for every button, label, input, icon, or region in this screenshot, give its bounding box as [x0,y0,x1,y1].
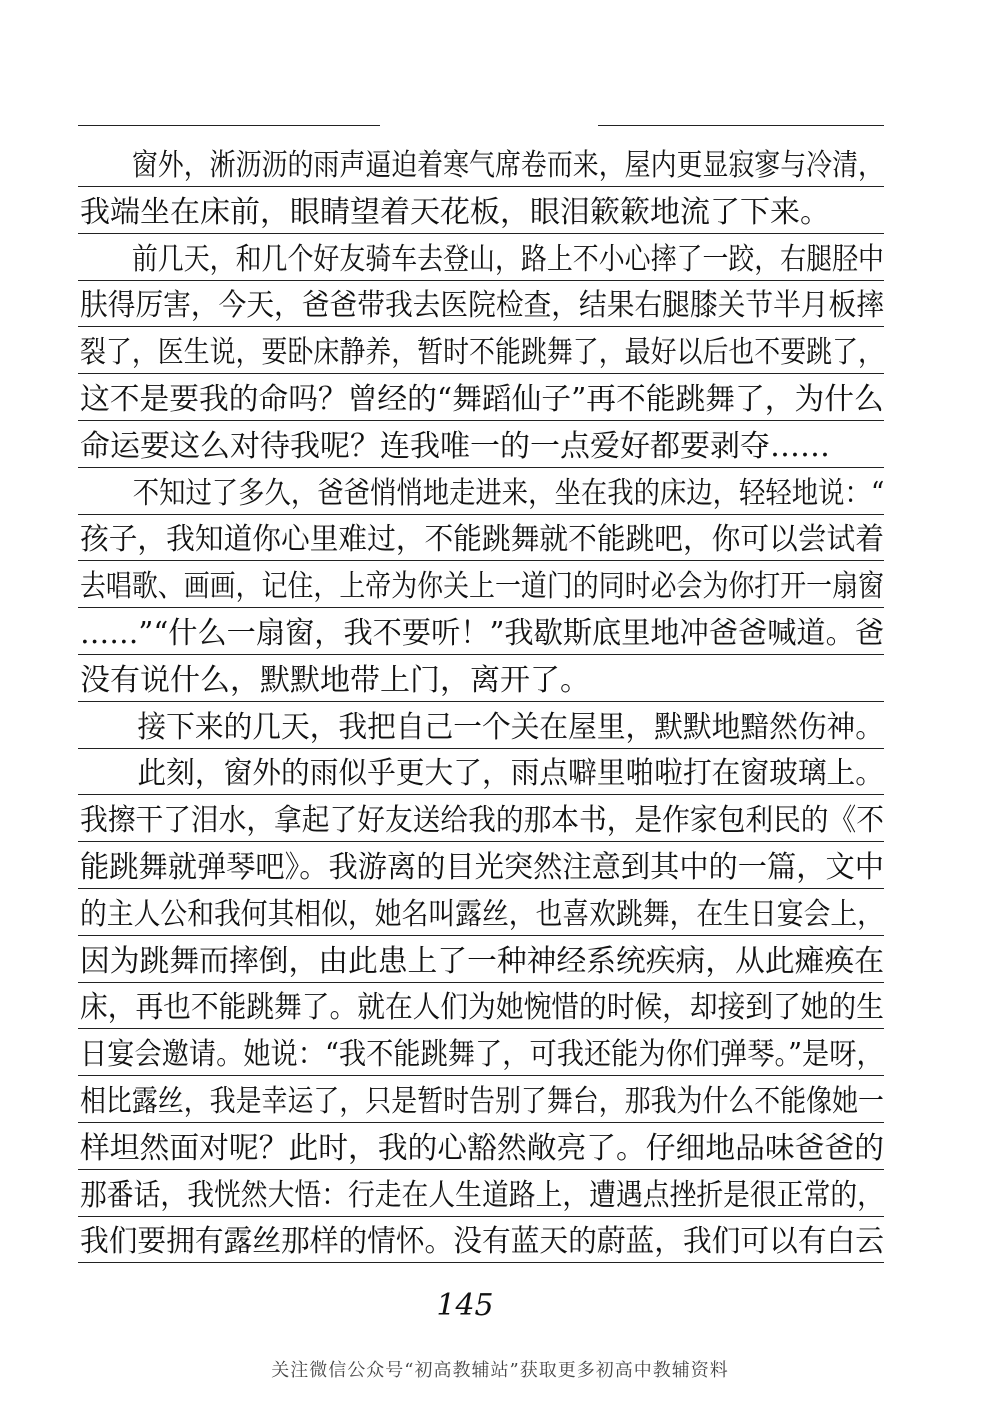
ruled-line [78,935,884,936]
footer-watermark-text: 关注微信公众号“初高教辅站”获取更多初高中教辅资料 [271,1360,729,1381]
ruled-line [78,420,884,421]
ruled-line [78,748,884,749]
ruled-line [78,1028,884,1029]
ruled-line [78,514,884,515]
header-rule-left [78,125,380,126]
ruled-line [78,701,884,702]
essay-line: 不知过了多久，爸爸悄悄地走进来，坐在我的床边，轻轻地说：“ [80,475,885,511]
ruled-line [78,326,884,327]
ruled-line [78,1122,884,1123]
essay-line: 我们要拥有露丝那样的情怀。没有蓝天的蔚蓝，我们可以有白云 [80,1224,884,1260]
essay-line: 没有说什么，默默地带上门，离开了。 [80,662,590,698]
essay-line: 此刻，窗外的雨似乎更大了，雨点噼里啪啦打在窗玻璃上。 [80,756,884,792]
ruled-line [78,186,884,187]
essay-line: 命运要这么对待我呢？连我唯一的一点爱好都要剥夺…… [80,428,830,464]
essay-line: 因为跳舞而摔倒，由此患上了一种神经系统疾病，从此瘫痪在 [80,943,885,979]
ruled-line [78,280,884,281]
ruled-line [78,1169,884,1170]
ruled-line [78,888,884,889]
page-number: 145 [436,1288,494,1323]
essay-line: 窗外，淅沥沥的雨声逼迫着寒气席卷而来，屋内更显寂寥与冷清， [80,148,884,183]
essay-line: 样坦然面对呢？此时，我的心豁然敞亮了。仔细地品味爸爸的 [80,1130,885,1166]
ruled-line [78,654,884,655]
essay-line: 能跳舞就弹琴吧》。我游离的目光突然注意到其中的一篇，文中 [80,850,884,885]
essay-line: 相比露丝，我是幸运了，只是暂时告别了舞台，那我为什么不能像她一 [80,1084,884,1119]
ruled-line [78,233,884,234]
ruled-line [78,607,884,608]
ruled-line [78,1075,884,1076]
ruled-line [78,982,884,983]
ruled-line [78,794,884,795]
essay-line: 的主人公和我何其相似，她名叫露丝，也喜欢跳舞，在生日宴会上， [80,896,884,932]
ruled-line [78,560,884,561]
essay-line: 肤得厉害，今天，爸爸带我去医院检查，结果右腿膝关节半月板摔 [80,288,884,324]
header-rule-right [598,125,884,126]
essay-line: 接下来的几天，我把自己一个关在屋里，默默地黯然伤神。 [80,709,884,745]
essay-line: 去唱歌、画画，记住，上帝为你关上一道门的同时必会为你打开一扇窗 [80,569,884,605]
essay-line: 床，再也不能跳舞了。就在人们为她惋惜的时候，却接到了她的生 [80,990,884,1026]
essay-line: 我端坐在床前，眼睛望着天花板，眼泪簌簌地流了下来。 [80,194,830,230]
essay-line: 我擦干了泪水，拿起了好友送给我的那本书，是作家包利民的《不 [80,803,884,839]
ruled-line [78,841,884,842]
essay-line: 那番话，我恍然大悟：行走在人生道路上，遭遇点挫折是很正常的， [80,1177,884,1213]
ruled-line [78,1262,884,1263]
ruled-line [78,1216,884,1217]
essay-line: 孩子，我知道你心里难过，不能跳舞就不能跳吧，你可以尝试着 [80,522,884,558]
essay-line: 裂了，医生说，要卧床静养，暂时不能跳舞了，最好以后也不要跳了， [80,335,884,371]
essay-line: 这不是要我的命吗？曾经的“舞蹈仙子”再不能跳舞了，为什么 [80,382,884,417]
essay-line: 前几天，和几个好友骑车去登山，路上不小心摔了一跤，右腿胫中 [80,241,884,277]
ruled-line [78,467,884,468]
essay-line: ……”“什么一扇窗，我不要听！”我歇斯底里地冲爸爸喊道。爸 [80,616,885,651]
ruled-line [78,373,884,374]
essay-line: 日宴会邀请。她说：“我不能跳舞了，可我还能为你们弹琴。”是呀， [80,1037,884,1073]
